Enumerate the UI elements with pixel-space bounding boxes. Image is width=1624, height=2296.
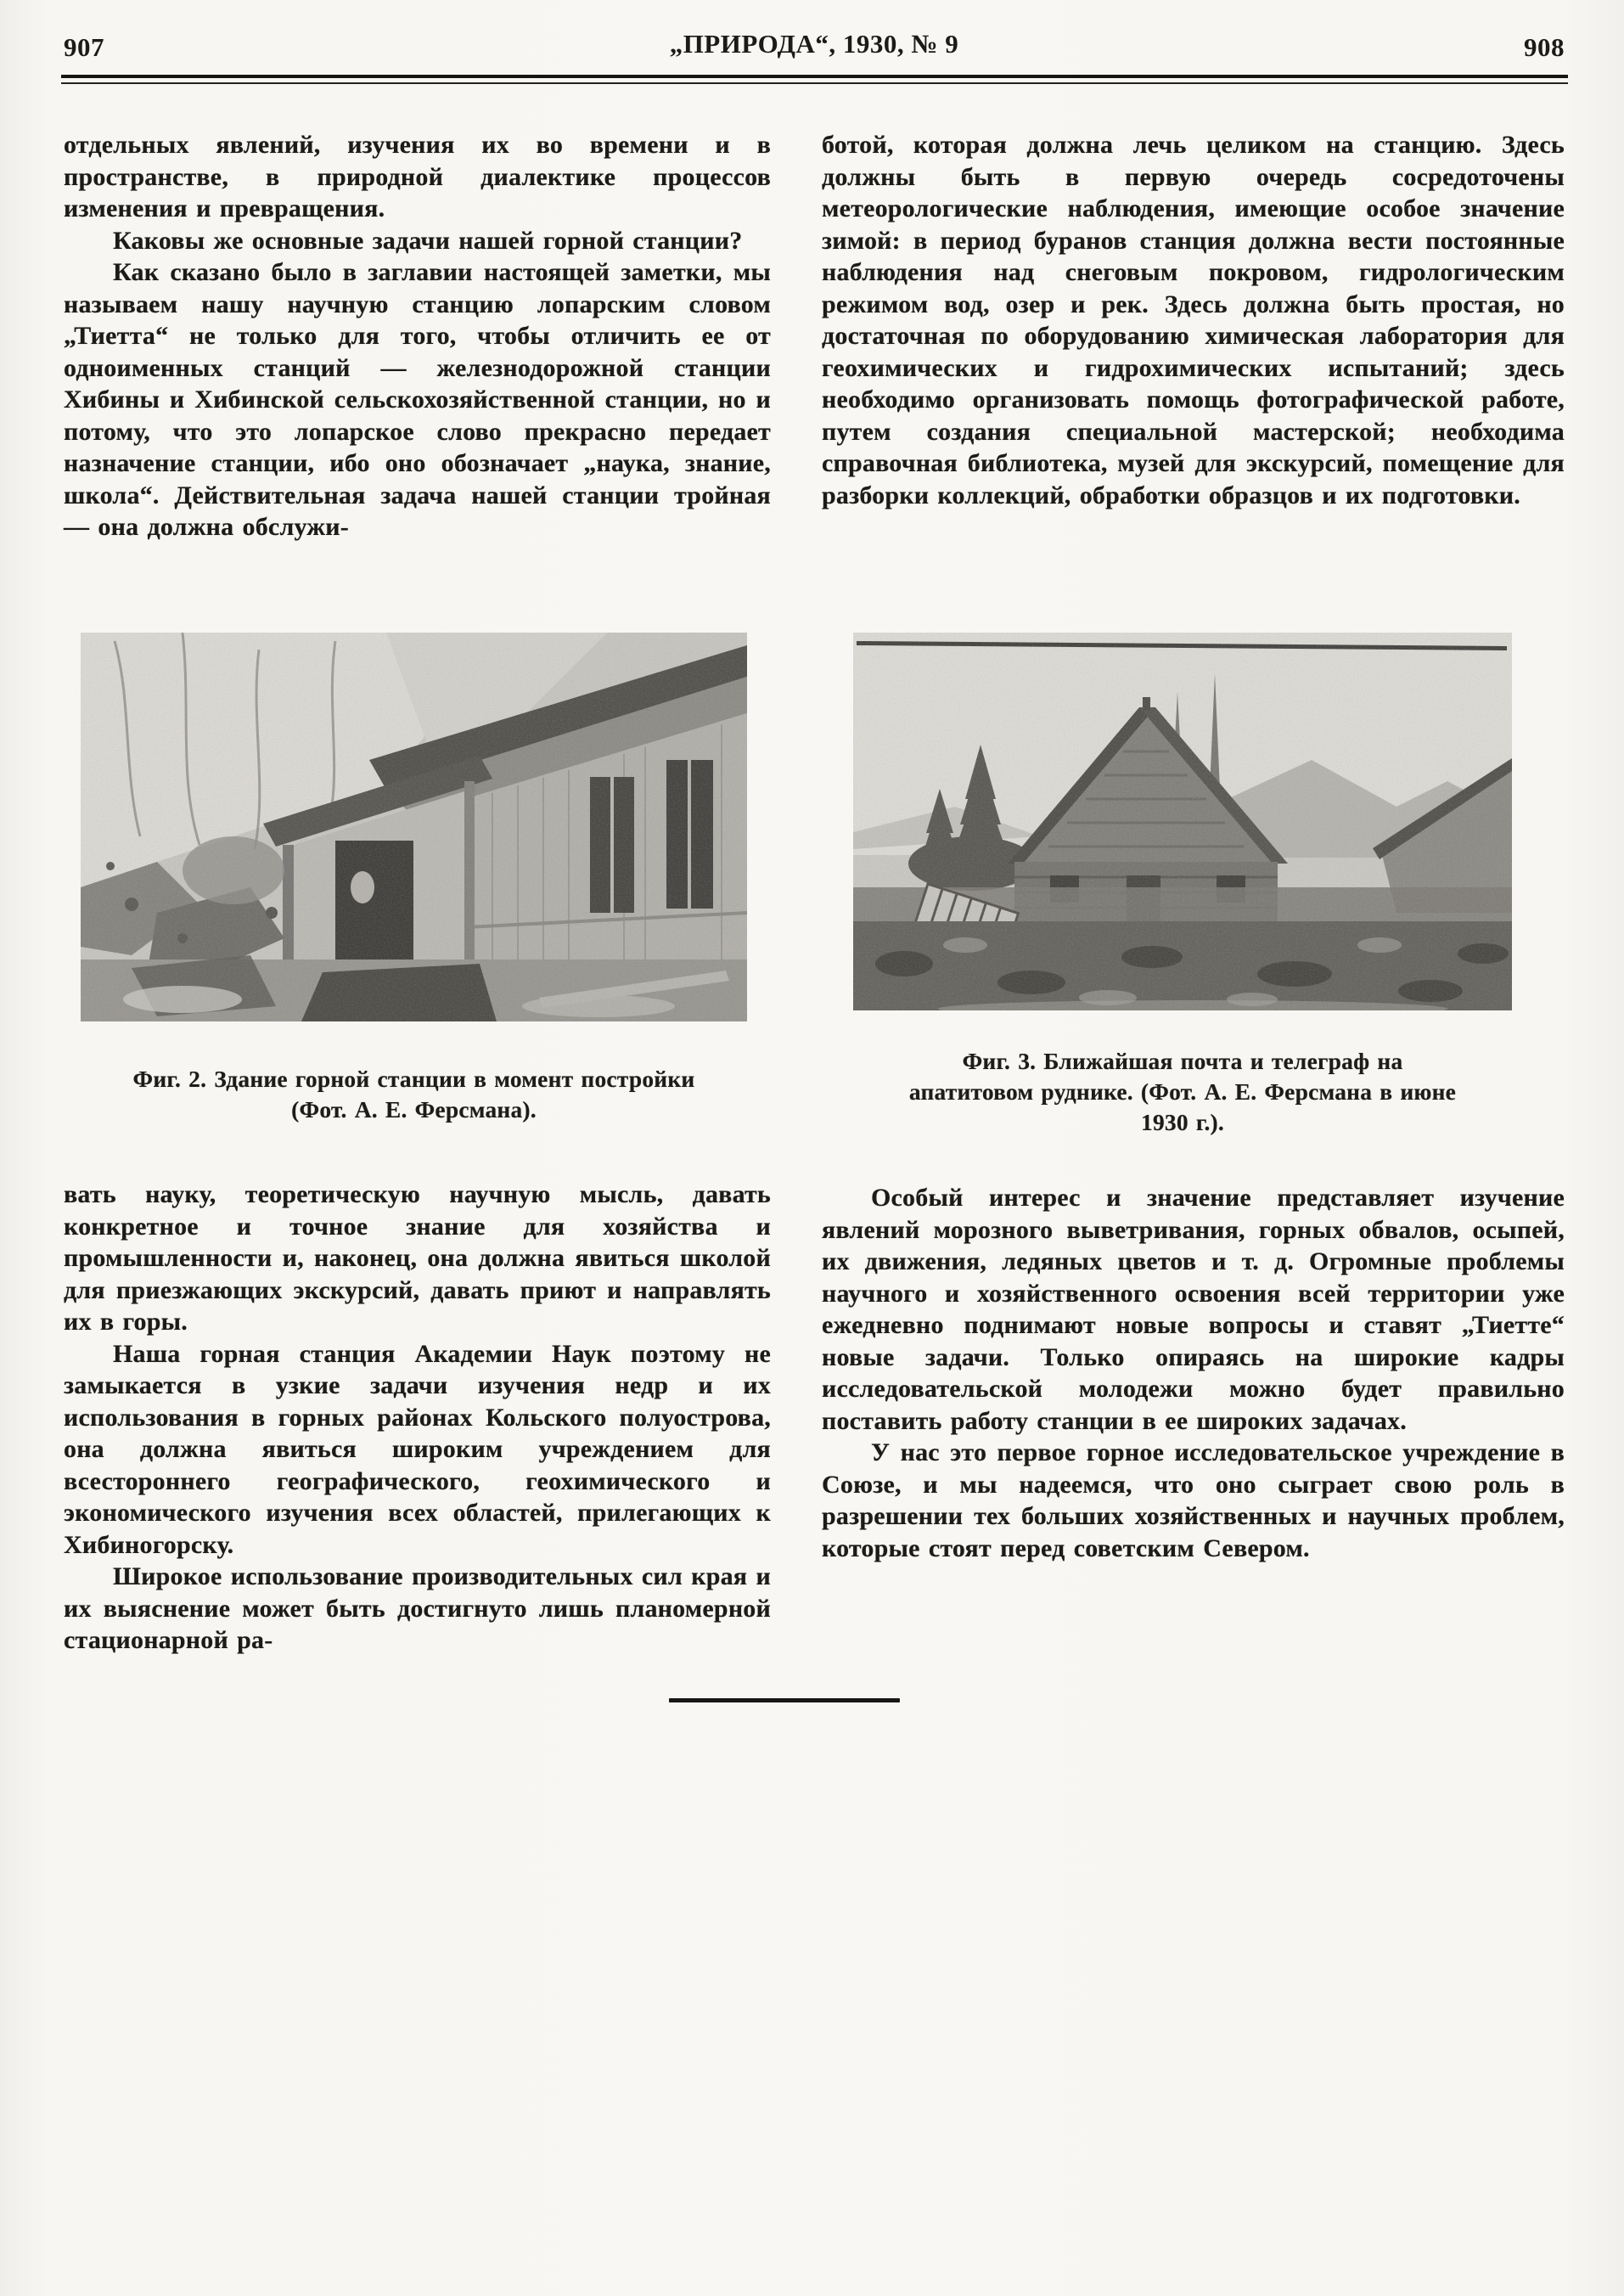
paragraph: вать науку, теоретическую научную мысль, давать конкретное и точное знание для хозяйства и промышленности и, наконец, она должна явиться школой для приезжающих экскурсий, давать приют и направлять их в горы. [64,1180,771,1336]
running-head [64,29,1565,68]
construction-site-photo [81,633,747,1021]
figure-2 [81,633,747,1125]
left-column-upper [64,129,771,543]
log-cabin-photo [853,633,1512,1010]
article-end-rule [669,1698,900,1702]
paragraph: Особый интерес и значение представляет изучение явлений морозного выветривания, горных обвалов, осыпей, их движения, ледяных цветов и т. д. Огромные проблемы научного и хозяйственного освоения всей территории уже ежедневно поднимают новые вопросы и ставят „Тиетте“ новые задачи. Только опираясь на широкие кадры исследовательской молодежи можно будет правильно поставить работу станции в ее широких задачах. [822,1184,1565,1435]
page-number-left: 907 [64,32,104,62]
figure-3 [853,633,1512,1138]
left-column-lower [64,1179,771,1657]
paragraph: У нас это первое горное исследовательское учреждение в Союзе, и мы надеемся, что оно сыграет свою роль в разрешении тех больших хозяйственных и научных проблем, которые стоят перед советским Севером. [822,1438,1565,1562]
header-double-rule [61,75,1568,84]
paragraph: ботой, которая должна лечь целиком на станцию. Здесь должны быть в первую очередь сосредоточены метеорологические наблюдения, имеющие особое значение зимой: в период буранов станция должна вести постоянные наблюдения над снеговым покровом, гидрологическим режимом вод, озер и рек. Здесь должна быть простая, но достаточная по оборудованию химическая лаборатория для геохимических и гидрохимических испытаний; здесь необходимо организовать помощь фотографической работе, путем создания специальной мастерской; необходима справочная библиотека, музей для экскурсий, помещение для разборки коллекций, обработки образцов и их подготовки. [822,131,1565,509]
right-column-lower [822,1182,1565,1564]
paragraph: Каковы же основные задачи нашей горной станции? [113,226,743,255]
page-number-right: 908 [1524,32,1565,62]
journal-title: „ПРИРОДА“, 1930, № 9 [669,29,959,59]
figure-2-caption: Фиг. 2. Здание горной станции в момент постройки (Фот. А. Е. Ферсмана). [132,1066,695,1123]
paragraph: Как сказано было в заглавии настоящей заметки, мы называем нашу научную станцию лопарским словом „Тиетта“ не только для того, чтобы отличить ее от одноименных станций — железнодорожной станции Хибины и Хибинской сельскохозяйственной станции, но и потому, что это лопарское слово прекрасно передает назначение станции, ибо оно обозначает „наука, знание, школа“. Действительная задача нашей станции тройная — она должна обслужи- [64,258,771,541]
paragraph: отдельных явлений, изучения их во времени и в пространстве, в природной диалектике процессов изменения и превращения. [64,131,771,222]
paragraph: Наша горная станция Академии Наук поэтому не замыкается в узкие задачи изучения недр и их использования в горных районах Кольского полуострова, она должна явиться широким учреждением для всестороннего географического, геохимического и экономического изучения всех областей, прилегающих к Хибиногорску. [64,1339,771,1559]
right-column-upper [822,129,1565,511]
paragraph: Широкое использование производительных сил края и их выяснение может быть достигнуто лишь планомерной стационарной ра- [64,1562,771,1654]
figure-3-caption: Фиг. 3. Ближайшая почта и телеграф на апатитовом руднике. (Фот. А. Е. Ферсмана в июне 1930 г.). [908,1048,1457,1135]
